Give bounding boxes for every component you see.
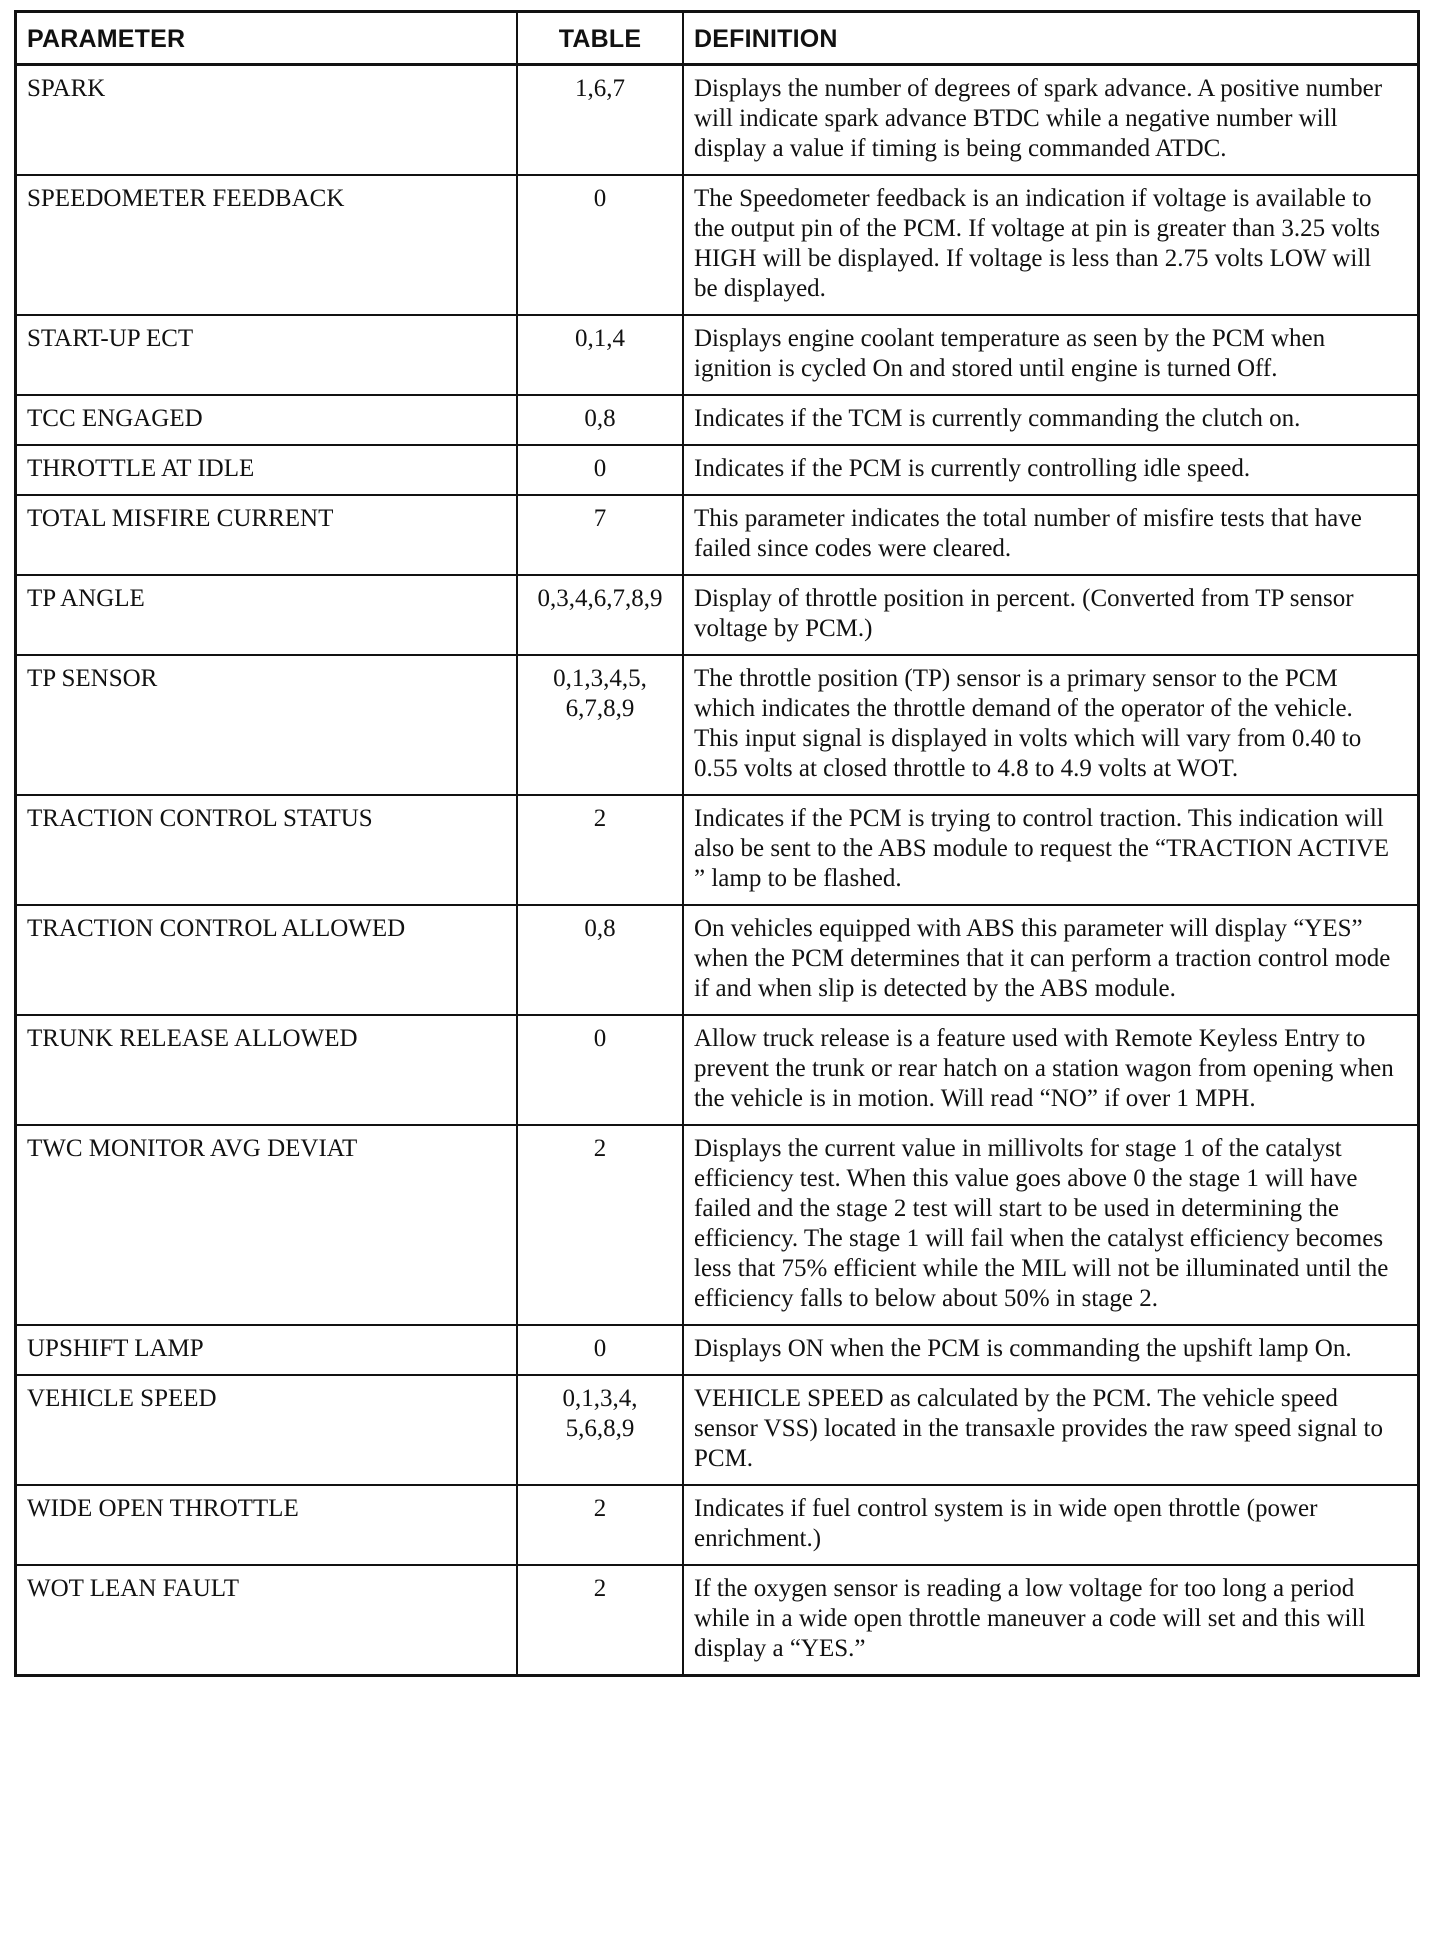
- table-row: [17, 795, 1417, 905]
- definition-cell: Displays ON when the PCM is commanding the upshift lamp On.: [683, 1325, 1417, 1375]
- parameter-cell: START-UP ECT: [17, 315, 517, 395]
- parameter-cell: VEHICLE SPEED: [17, 1375, 517, 1485]
- parameter-cell: WIDE OPEN THROTTLE: [17, 1485, 517, 1565]
- table-number-cell: 0,1,3,4,5, 6,7,8,9: [517, 655, 683, 795]
- parameter-cell: TWC MONITOR AVG DEVIAT: [17, 1125, 517, 1325]
- parameter-cell: TCC ENGAGED: [17, 395, 517, 445]
- parameter-sheet: [14, 10, 1420, 1677]
- table-row: [17, 655, 1417, 795]
- definition-cell: Indicates if the PCM is trying to control traction. This indication will also be sent to the ABS module to request the “TRACTION ACTIVE ” lamp to be flashed.: [683, 795, 1417, 905]
- table-row: [17, 905, 1417, 1015]
- parameter-cell: TRACTION CONTROL STATUS: [17, 795, 517, 905]
- table-row: [17, 175, 1417, 315]
- parameter-cell: TRUNK RELEASE ALLOWED: [17, 1015, 517, 1125]
- table-number-cell: 0: [517, 445, 683, 495]
- definition-cell: The throttle position (TP) sensor is a primary sensor to the PCM which indicates the throttle demand of the operator of the vehicle. This input signal is displayed in volts which will vary from 0.40 to 0.55 volts at closed throttle to 4.8 to 4.9 volts at WOT.: [683, 655, 1417, 795]
- table-number-cell: 2: [517, 1125, 683, 1325]
- definition-cell: Displays engine coolant temperature as seen by the PCM when ignition is cycled On and stored until engine is turned Off.: [683, 315, 1417, 395]
- parameter-cell: SPEEDOMETER FEEDBACK: [17, 175, 517, 315]
- parameter-cell: TRACTION CONTROL ALLOWED: [17, 905, 517, 1015]
- definition-cell: If the oxygen sensor is reading a low voltage for too long a period while in a wide open throttle maneuver a code will set and this will display a “YES.”: [683, 1565, 1417, 1674]
- table-row: [17, 1015, 1417, 1125]
- definition-cell: Display of throttle position in percent. (Converted from TP sensor voltage by PCM.): [683, 575, 1417, 655]
- table-number-cell: 1,6,7: [517, 65, 683, 176]
- table-number-cell: 0,8: [517, 905, 683, 1015]
- table-number-cell: 2: [517, 795, 683, 905]
- table-number-cell: 0,1,4: [517, 315, 683, 395]
- table-number-cell: 0: [517, 175, 683, 315]
- table-row: [17, 575, 1417, 655]
- table-number-cell: 0: [517, 1015, 683, 1125]
- parameter-cell: WOT LEAN FAULT: [17, 1565, 517, 1674]
- table-row: [17, 445, 1417, 495]
- definition-cell: Allow truck release is a feature used with Remote Keyless Entry to prevent the trunk or rear hatch on a station wagon from opening when the vehicle is in motion. Will read “NO” if over 1 MPH.: [683, 1015, 1417, 1125]
- table-row: [17, 1565, 1417, 1674]
- table-row: [17, 1125, 1417, 1325]
- table-row: [17, 495, 1417, 575]
- table-row: [17, 65, 1417, 176]
- header-parameter: PARAMETER: [17, 13, 517, 65]
- table-number-cell: 0,1,3,4, 5,6,8,9: [517, 1375, 683, 1485]
- table-row: [17, 315, 1417, 395]
- definition-cell: On vehicles equipped with ABS this parameter will display “YES” when the PCM determines that it can perform a traction control mode if and when slip is detected by the ABS module.: [683, 905, 1417, 1015]
- table-number-cell: 0,8: [517, 395, 683, 445]
- table-row: [17, 395, 1417, 445]
- definition-cell: Indicates if the PCM is currently controlling idle speed.: [683, 445, 1417, 495]
- definition-cell: This parameter indicates the total number of misfire tests that have failed since codes were cleared.: [683, 495, 1417, 575]
- table-number-cell: 2: [517, 1485, 683, 1565]
- definition-cell: Displays the current value in millivolts for stage 1 of the catalyst efficiency test. When this value goes above 0 the stage 1 will have failed and the stage 2 test will start to be used in determining the efficiency. The stage 1 will fail when the catalyst efficiency becomes less that 75% efficient while the MIL will not be illuminated until the efficiency falls to below about 50% in stage 2.: [683, 1125, 1417, 1325]
- parameter-cell: THROTTLE AT IDLE: [17, 445, 517, 495]
- parameter-cell: TP SENSOR: [17, 655, 517, 795]
- table-number-cell: 2: [517, 1565, 683, 1674]
- table-number-cell: 7: [517, 495, 683, 575]
- definition-cell: The Speedometer feedback is an indication if voltage is available to the output pin of the PCM. If voltage at pin is greater than 3.25 volts HIGH will be displayed. If voltage is less than 2.75 volts LOW will be displayed.: [683, 175, 1417, 315]
- table-number-cell: 0,3,4,6,7,8,9: [517, 575, 683, 655]
- definition-cell: Indicates if fuel control system is in wide open throttle (power enrichment.): [683, 1485, 1417, 1565]
- definition-cell: VEHICLE SPEED as calculated by the PCM. The vehicle speed sensor VSS) located in the transaxle provides the raw speed signal to PCM.: [683, 1375, 1417, 1485]
- table-number-cell: 0: [517, 1325, 683, 1375]
- table-body: [17, 65, 1417, 1675]
- table-row: [17, 1375, 1417, 1485]
- definition-cell: Displays the number of degrees of spark advance. A positive number will indicate spark advance BTDC while a negative number will display a value if timing is being commanded ATDC.: [683, 65, 1417, 176]
- definition-cell: Indicates if the TCM is currently commanding the clutch on.: [683, 395, 1417, 445]
- header-table: TABLE: [517, 13, 683, 65]
- table-header: [17, 13, 1417, 65]
- parameter-table: [17, 13, 1417, 1674]
- parameter-cell: SPARK: [27, 75, 106, 102]
- parameter-cell: TP ANGLE: [17, 575, 517, 655]
- table-row: [17, 1325, 1417, 1375]
- parameter-cell: UPSHIFT LAMP: [17, 1325, 517, 1375]
- header-row: [17, 13, 1417, 65]
- table-row: [17, 1485, 1417, 1565]
- parameter-cell: TOTAL MISFIRE CURRENT: [17, 495, 517, 575]
- header-definition: DEFINITION: [683, 13, 1417, 65]
